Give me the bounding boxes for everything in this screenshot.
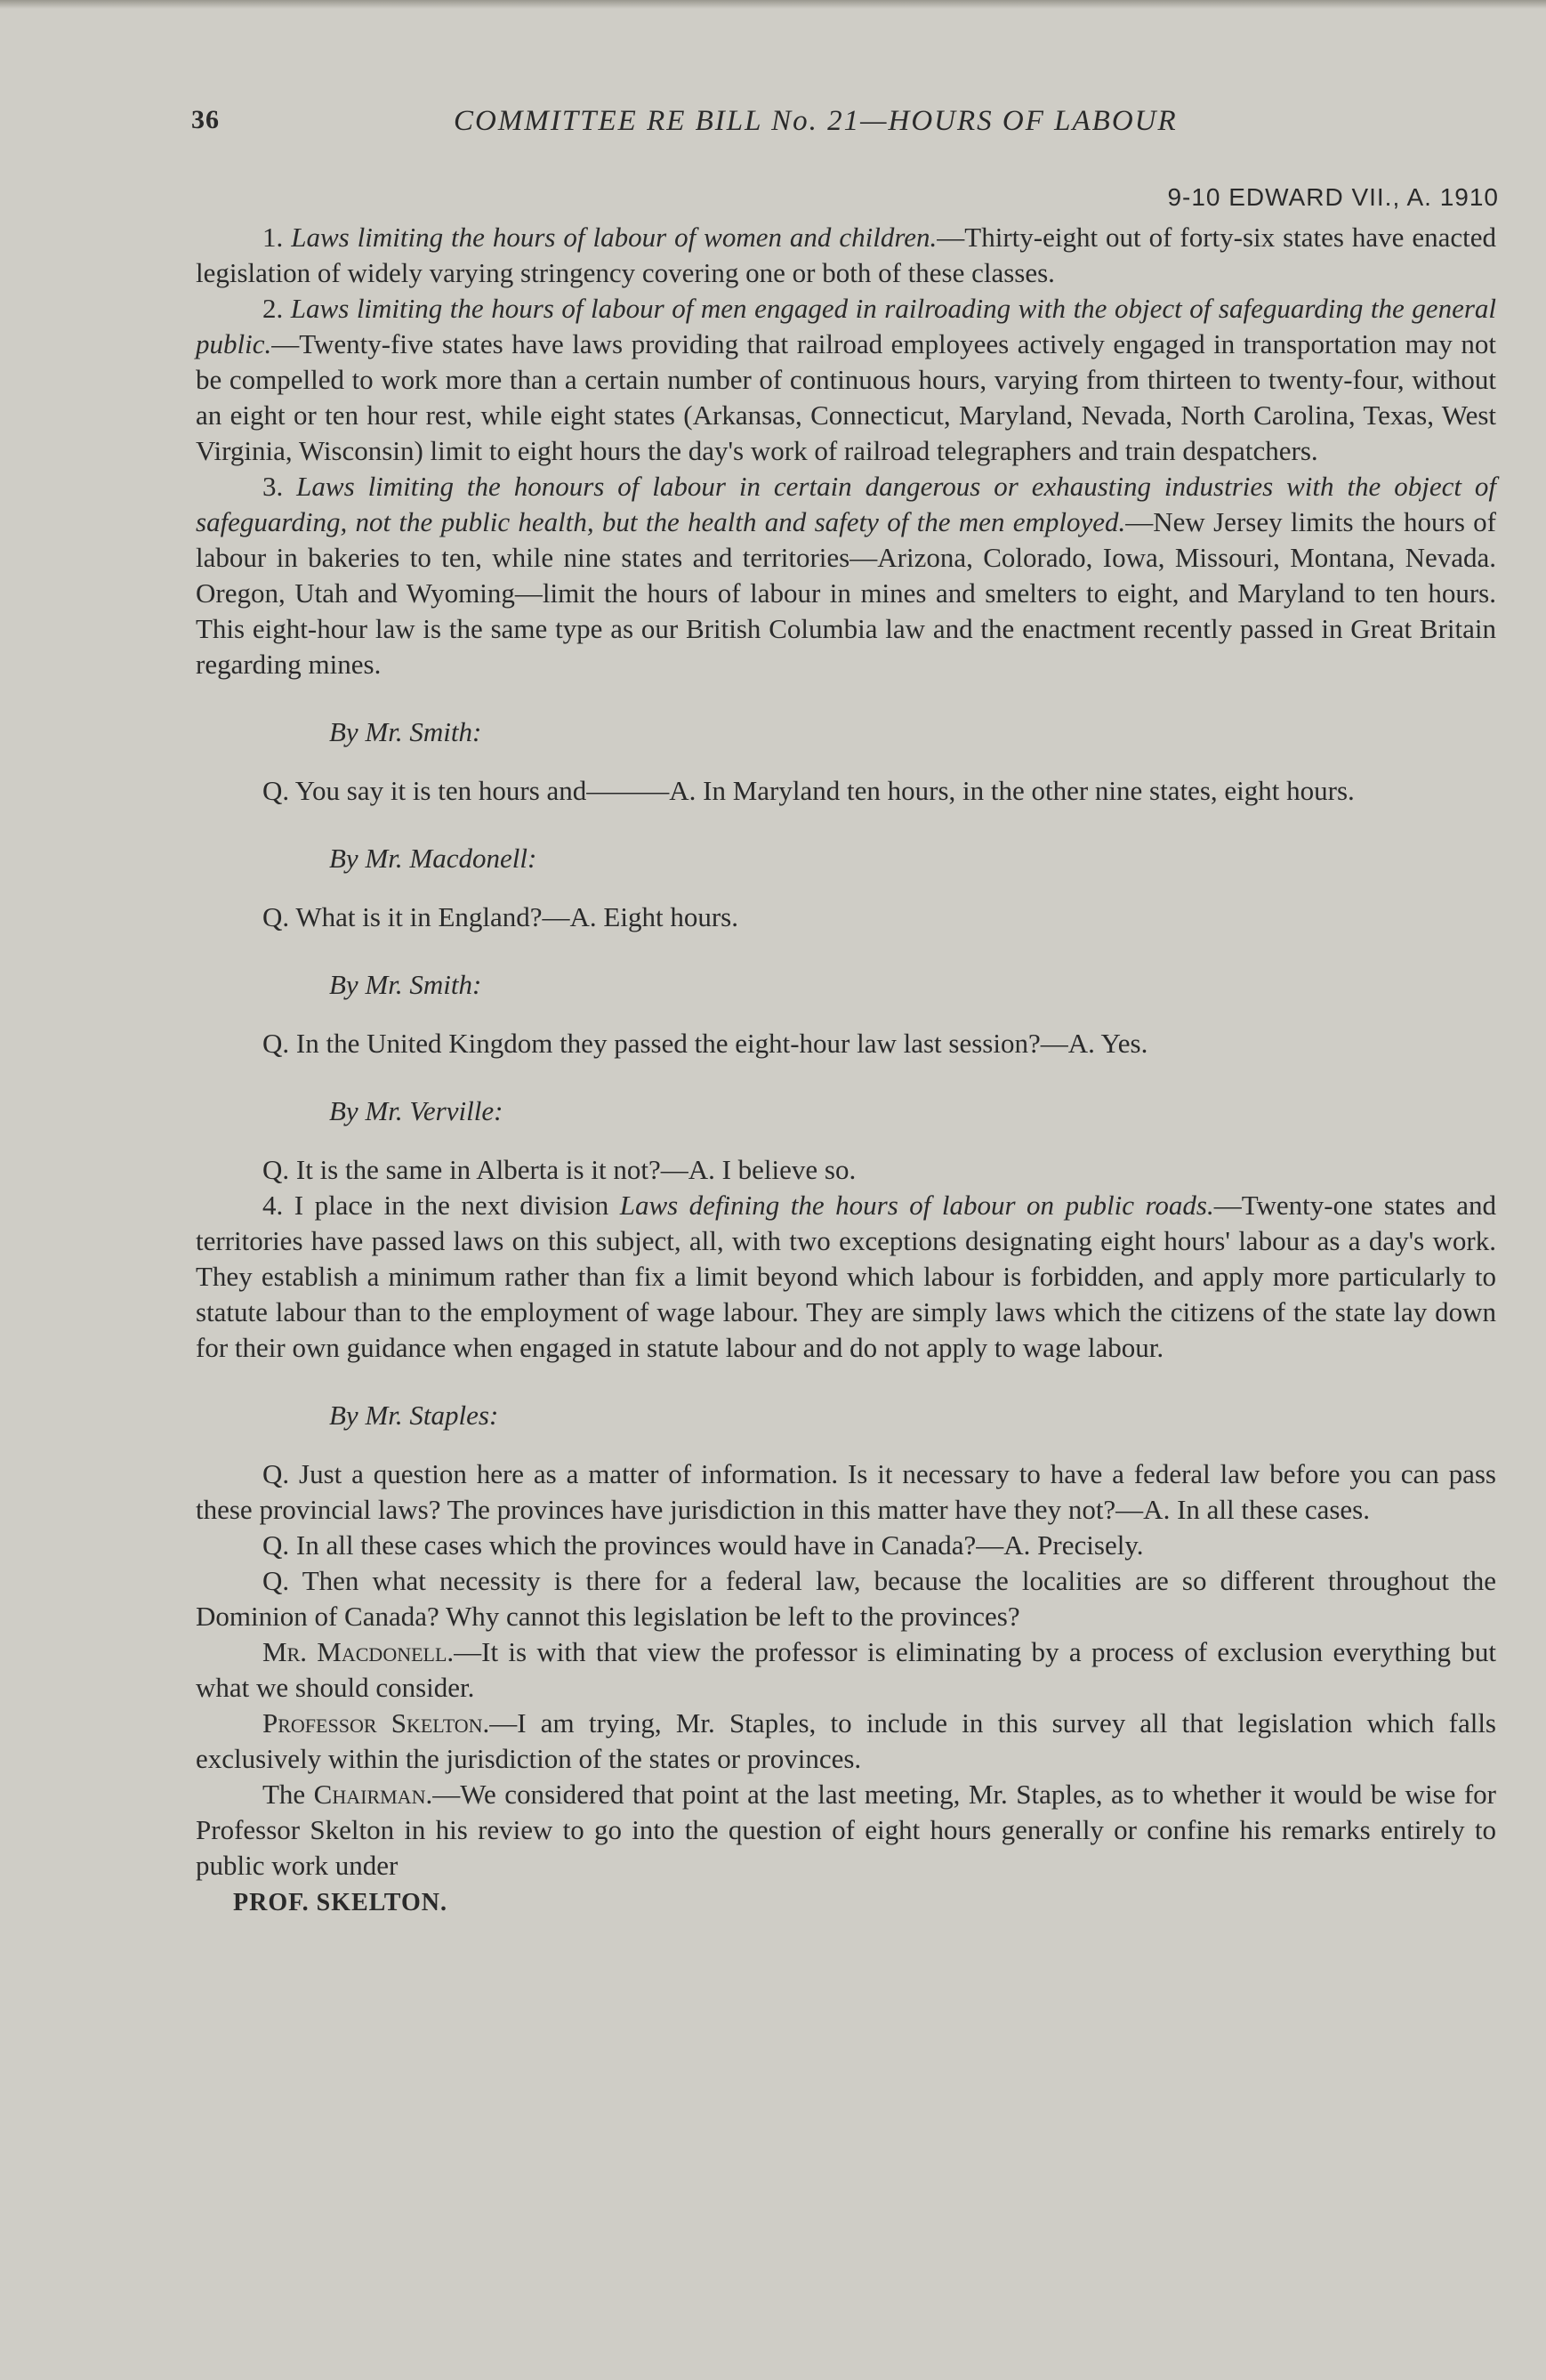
remark-skelton [196,1706,1496,1777]
remark-text: —I am trying, Mr. Staples, to include in this survey all that legislation which falls exclusively within the jurisdiction of the states or provinces. [196,1707,1496,1774]
paragraph-text: —New Jersey limits the hours of labour in bakeries to ten, while nine states and territories—Arizona, Colorado, Iowa, Missouri, Montana, Nevada. Oregon, Utah and Wyoming—limit the hours of labour in mines and smelters to eight, and Maryland to ten hours. This eight-hour law is the same type as our British Columbia law and the enactment recently passed in Great Britain regarding mines. [196,506,1497,680]
paragraph-text: —Twenty-one states and territories have passed laws on this subject, all, with two exceptions designating eight hours' labour as a day's work. They establish a minimum rather than fix a limit beyond which labour is forbidden, and apply more particularly to statute labour than to the employment of wage labour. They are simply laws which the citizens of the state lay down for their own guidance when engaged in statute labour and do not apply to wage labour. [196,1190,1496,1363]
speaker-heading: By Mr. Smith: [329,716,482,747]
paragraph-heading: Laws limiting the hours of labour of women and children. [291,222,938,253]
speaker-heading: By Mr. Smith: [329,969,482,1000]
paragraph-heading: Laws limiting the honours of labour in certain dangerous or exhausting industries with the object of safeguarding, not the public health, but the health and safety of the men employed. [196,471,1496,537]
page-number: 36 [191,105,220,134]
question-answer: Q. Just a question here as a matter of information. Is it necessary to have a federal law before you can pass these provincial laws? The provinces have jurisdiction in this matter have they not?—A. In all these cases. [196,1458,1496,1525]
speaker-heading: By Mr. Staples: [329,1400,499,1431]
page-signature: PROF. SKELTON. [233,1889,447,1916]
paragraph-4 [196,1188,1496,1366]
question-answer: Q. In all these cases which the provinces would have in Canada?—A. Precisely. [262,1529,1144,1561]
page-edge-shadow [0,0,1546,9]
page-header [191,105,1250,144]
speaker-name: Mr. Macdonell. [262,1636,455,1667]
paragraph-heading: Laws limiting the hours of labour of men engaged in railroading with the object of safeguarding the general public. [196,293,1497,359]
paragraph-text: —Thirty-eight out of forty-six states have enacted legislation of widely varying stringency covering one or both of these classes. [196,222,1497,288]
paragraph-2 [196,291,1496,469]
running-title: COMMITTEE RE BILL No. 21—HOURS OF LABOUR [454,105,1178,137]
paragraph-number: 1. [262,222,284,253]
paragraph-heading: Laws defining the hours of labour on public roads. [619,1190,1214,1221]
question-answer: Q. Then what necessity is there for a federal law, because the localities are so different throughout the Dominion of Canada? Why cannot this legislation be left to the provinces? [196,1565,1496,1632]
paragraph-lead: 4. I place in the next division [262,1190,620,1221]
question-answer: Q. In the United Kingdom they passed the eight-hour law last session?—A. Yes. [262,1028,1148,1059]
speaker-heading: By Mr. Verville: [329,1095,503,1126]
remark-prefix: The [262,1779,314,1810]
remark-chairman [196,1777,1496,1884]
speaker-heading: By Mr. Macdonell: [329,843,537,874]
paragraph-1 [196,220,1496,291]
speaker-name: Chairman. [313,1779,433,1810]
question-answer: Q. It is the same in Alberta is it not?—A. I believe so. [262,1154,857,1185]
document-body [196,220,1496,1921]
speaker-name: Professor Skelton. [262,1707,490,1739]
question-answer: Q. You say it is ten hours and———A. In Maryland ten hours, in the other nine states, eight hours. [262,775,1355,806]
remark-text: —It is with that view the professor is eliminating by a process of exclusion everything but what we should consider. [196,1636,1496,1703]
paragraph-number: 2. [262,293,284,324]
paragraph-text: —Twenty-five states have laws providing that railroad employees actively engaged in transportation may not be compelled to work more than a certain number of continuous hours, varying from thirteen to twenty-four, without an eight or ten hour rest, while eight states (Arkansas, Connecticut, Maryland, Nevada, North Carolina, Texas, West Virginia, Wisconsin) limit to eight hours the day's work of railroad telegraphers and train despatchers. [196,328,1496,466]
paragraph-number: 3. [262,471,284,502]
question-answer: Q. What is it in England?—A. Eight hours. [262,901,738,932]
remark-macdonell [196,1634,1496,1706]
paragraph-3 [196,469,1496,682]
remark-text: —We considered that point at the last meeting, Mr. Staples, as to whether it would be wise for Professor Skelton in his review to go into the question of eight hours generally or confine his remarks entirely to public work under [196,1779,1496,1881]
session-label: 9-10 EDWARD VII., A. 1910 [1167,183,1499,211]
